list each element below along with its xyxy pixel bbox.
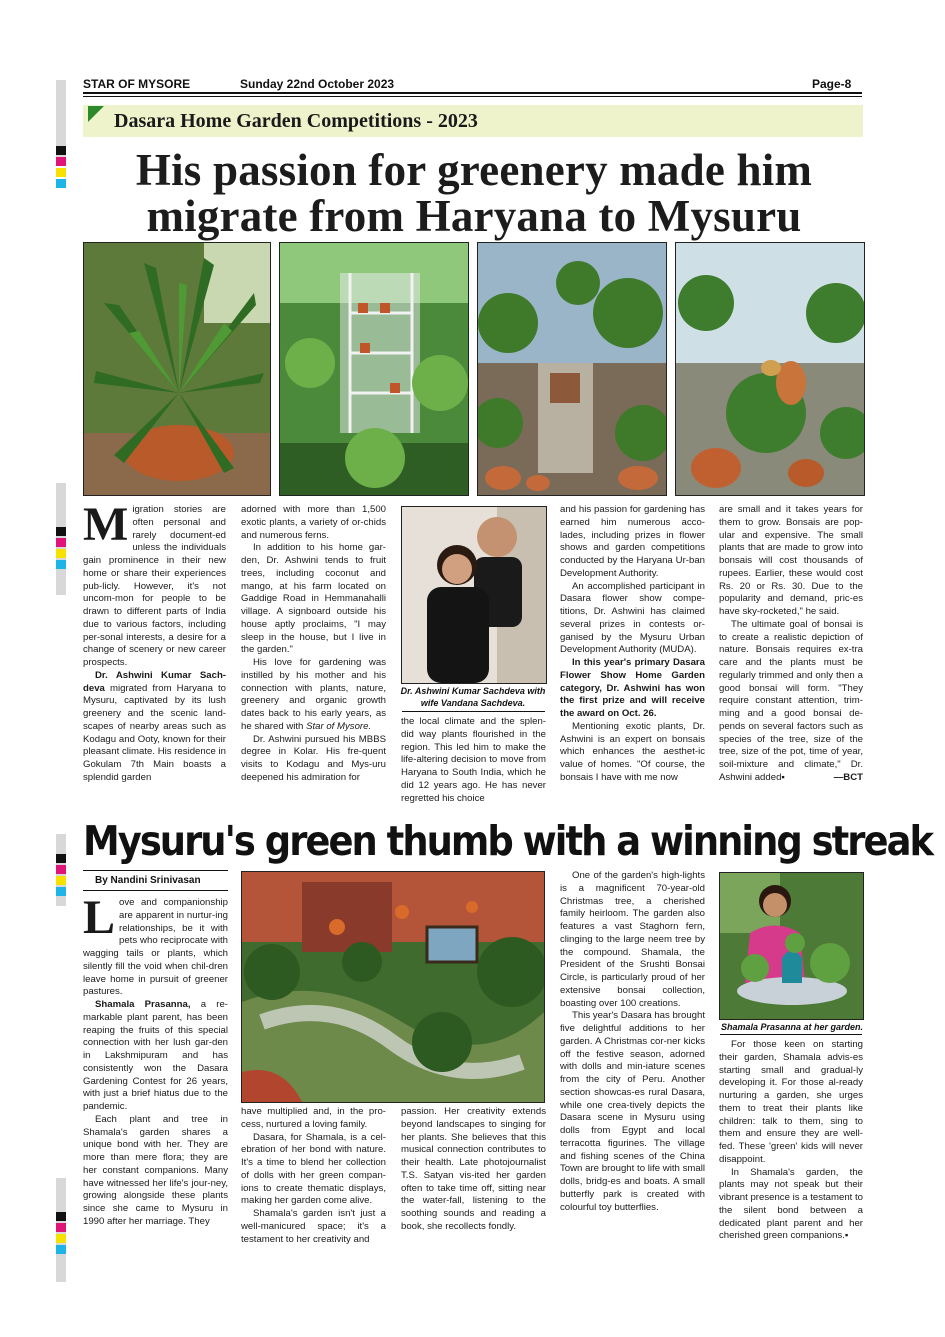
- photo-plant-shelf: [279, 242, 469, 496]
- article1-dropcap: M: [83, 498, 129, 551]
- byline-rule-top: [83, 870, 228, 871]
- article2-col4-para1: One of the garden's high-lights is a magnificent 70-year-old Christmas tree, a cherished family heirloom. The garden also features a vast Staghorn fern, clinging to the large neem tree by the compound. Shamala, the President of the Srushti Bonsai Circle, is particularly proud of her extensive bonsai collection, boasting over 100 creations.: [560, 870, 705, 1009]
- article1-col3-para1: the local climate and the splen-did way plants flourished in the region. This led him to make the life-altering decision to move from Haryana to South India, which he did 12 years ago. He has never regretted his choice: [401, 716, 546, 804]
- photo-fern-plant: [83, 242, 271, 496]
- article1-col2-para4: Dr. Ashwini pursued his MBBS degree in Kolar. His fre-quent visits to Kodagu and Mys-uru deepened his admiration for: [241, 733, 386, 783]
- article1-col4-para3: Mentioning exotic plants, Dr. Ashwini is an expert on bonsais which enhances the aesthet-ic value of homes. "Of course, the bonsais I have with me now: [560, 720, 705, 783]
- caption-underline-2: [720, 1034, 862, 1035]
- article1-column-2: [241, 504, 386, 785]
- section-corner-mark: [88, 106, 104, 122]
- article2-col2-para2: Dasara, for Shamala, is a cel-ebration of her bond with nature. It's a time to blend her collection of dolls with her green compan-ions to create thematic displays, making her garden come alive.: [241, 1131, 386, 1207]
- issue-date: Sunday 22nd October 2023: [240, 77, 395, 91]
- section-title: Dasara Home Garden Competitions - 2023: [114, 110, 478, 132]
- article2-column-2: [241, 1106, 386, 1246]
- article2-col1-para2: a re-markable plant parent, has been reaping the fruits of this special connection with her lush gar-den in Lakshmipuram and has consistently won the Dasara Gardening Contest for 26 years, with just a brief hiatus due to the pandemic.: [83, 999, 228, 1112]
- article2-column-1: [83, 891, 228, 1229]
- article1-column-3: [401, 716, 546, 805]
- article1-col4-para1: and his passion for gardening has earned him numerous acco-lades, including prizes in flower shows and garden competitions conducted by the Haryana Ur-ban Development Authority.: [560, 504, 705, 579]
- header-rule-thin: [83, 96, 862, 97]
- article2-col5-para2: In Shamala's garden, the plants may not speak but their vibrant presence is a testament to the silent bond between a dedicated plant parent and her cherished green companions.: [719, 1166, 863, 1242]
- portrait-caption-2: Shamala Prasanna at her garden.: [720, 1022, 864, 1032]
- article2-col1-para3: Each plant and tree in Shamala's garden shares a unique bond with her. They are more than mere flora; they are her constant companions. Many have witnessed her life's jour-ney, growing alongside these plants since she came to Mysuru in 1990 after her marriage. They: [83, 1113, 228, 1227]
- article1-column-5: are small and it takes years for them to grow. Bonsais are pop-ular and expensive. The small plants that are made to grow into bonsais will cost thousands of rupees. Earlier, these would cost Rs. 20 or Rs. 30. Due to the popularity and demand, pric-es have sky-rocketed," he said. The ultimate goal of bonsai is to create a realistic depiction of nature. Bonsais requires ex-tra care and the plants must be regularly trimmed and only then a good bonsai will form. "They require constant attention, trim-ming and a good bonsai de-pends on several factors such as species of the tree, size of the tree, size of the pot, time of year, soil-mixture and climate," Dr. Ashwini added▪ —BCT: [719, 504, 863, 783]
- article2-col1-bold-name: Shamala Prasanna,: [95, 999, 191, 1010]
- headline-article-2: Mysuru's green thumb with a winning streak: [83, 817, 933, 865]
- photo-shamala-portrait: [719, 872, 864, 1020]
- article1-col2-para2: In addition to his home gar-den, Dr. Ashwini tends to fruit trees, including coconut and mango, at his farm located on Gaddige Road in Hemmanahalli village. A signboard outside his house aptly proclaims, "I may sleep in the house, but I live in the garden.": [241, 542, 386, 656]
- article2-column-3: [401, 1106, 546, 1234]
- headline-line-2: migrate from Haryana to Mysuru: [146, 191, 802, 241]
- portrait-caption-1: Dr. Ashwini Kumar Sachdeva with wife Vandana Sachdeva.: [400, 686, 546, 708]
- article1-col2-para1: adorned with more than 1,500 exotic plants, a variety of or-chids and numerous ferns.: [241, 504, 386, 541]
- photo-shamala-garden-display: [241, 871, 545, 1103]
- article1-col1-bold-name: Dr. Ashwini Kumar Sach-deva: [83, 669, 226, 694]
- photo-potted-corner: [675, 242, 865, 496]
- article1-col4-bold: In this year's primary Dasara Flower Show Home Garden category, Dr. Ashwini has won the first prize and will receive the award on Oct. 26.: [560, 657, 705, 719]
- newspaper-name: STAR OF MYSORE: [83, 77, 191, 91]
- article1-signoff: —BCT: [833, 771, 863, 783]
- page-number: Page-8: [812, 77, 852, 91]
- article2-col4-para2: This year's Dasara has brought five delightful additions to her garden. A Christmas cor-ner kicks off the festive season, adorned with dolls and min-iature scenes from the city of Peru. Another section showcas-es rural Dasara, while one crea-tively depicts the Dasara scene in Mysuru using dolls from Egypt and local terracotta figurines. The village and fishing scenes of the China Town are brought to life with small dolls, bridg-es and boats. A small butterfly park is created with colourful toy butterflies.: [560, 1010, 706, 1213]
- caption-underline: [402, 711, 545, 712]
- headline-line-1: His passion for greenery made him: [135, 145, 813, 195]
- article2-col5-para1: For those keen on starting their garden, Shamala advis-es starting small and gradual-ly developing it. For those al-ready nurturing a garden, she urges them to treat their plants like children: talk to them, sing to them and ensure they are well-fed. These 'green' kids will never disappoint.: [719, 1039, 863, 1165]
- registration-marks-3: [56, 854, 66, 898]
- article1-col1-para1: igration stories are often personal and rarely document-ed unless the individuals gain prominence in their new home or share their experiences pub-licly. However, it's not uncom-mon for people to be drawn to different parts of India due to various factors, including per-sonal interests, a desire for a change of scenery or new career prospects.: [83, 504, 226, 668]
- article1-col4-para2: An accomplished participant in Dasara flower show compe-titions, Dr. Ashwini has claimed several prizes in contests or-ganised by the Mysuru Urban Development Authority (MUDA).: [560, 580, 705, 656]
- article2-col3-para1: passion. Her creativity extends beyond landscapes to singing for her plants. She believes that this musical connection contributes to their health. Late photojournalist T.S. Satyan vis-ited her garden often to take time off, sitting near the water-fall, listening to the soothing sounds and reading a book, she recollects fondly.: [401, 1106, 546, 1232]
- photo-couple-portrait: [401, 506, 547, 684]
- photo-terrace-garden: [477, 242, 667, 496]
- article1-column-1: [83, 498, 226, 785]
- article2-col2-para3: Shamala's garden isn't just a well-manicured space; it's a testament to her creativity and: [241, 1208, 386, 1245]
- article1-column-4: [560, 504, 705, 785]
- article2-dropcap: L: [83, 891, 116, 944]
- registration-marks-2: [56, 527, 66, 571]
- header-rule: [83, 92, 862, 94]
- article2-column-4: [560, 870, 705, 1214]
- article1-col5-para2: The ultimate goal of bonsai is to create a realistic depiction of nature. Bonsais requires ex-tra care and the plants must be regularly trimmed and only then a good bonsai will form. "They require constant attention, trim-ming and a good bonsai de-pends on several factors such as species of the tree, size of the tree, size of the pot, time of year, soil-mixture and climate," Dr. Ashwini added: [719, 618, 863, 783]
- article2-col2-para1: have multiplied and, in the pro-cess, nurtured a loving family.: [241, 1106, 386, 1130]
- byline: By Nandini Srinivasan: [95, 875, 201, 886]
- article2-column-5: For those keen on starting their garden, Shamala advis-es starting small and gradual-ly developing it. For those al-ready nurturing a garden, she urges them to treat their plants like children: talk to them, sing to them and ensure they are well-fed. These 'green' kids will never disappoint. In Shamala's garden, the plants may not speak but their vibrant presence is a testament to the silent bond between a dedicated plant parent and her cherished green companions.▪: [719, 1039, 863, 1242]
- article1-col2-publication: Star of Mysore.: [306, 720, 372, 732]
- article1-col1-para2: migrated from Haryana to Mysuru, captivated by its lush greenery and the scenic land-scapes of nearby areas such as Kodagu and Ooty, known for their pleasant climate. His residence in Gokulam 7th Main boasts a splendid garden: [83, 682, 226, 783]
- article2-col1-para1: ove and companionship are apparent in nurtur-ing relationships, be it with pets who reciprocate with wagging tails or plants, which silently fill the void when chil-dren leave home in pursuit of greener pastures.: [83, 897, 228, 998]
- registration-marks-4: [56, 1212, 66, 1256]
- article1-col5-para1: are small and it takes years for them to grow. Bonsais are pop-ular and expensive. The small plants that are made to grow into bonsais will cost thousands of rupees. Earlier, these would cost Rs. 20 or Rs. 30. Due to the popularity and demand, pric-es have sky-rocketed," he said.: [719, 504, 863, 617]
- article1-col2-para3: His love for gardening was instilled by his mother and his connection with plants, nature, greenery and organic growth dates back to his early years, as he shared with: [241, 657, 386, 732]
